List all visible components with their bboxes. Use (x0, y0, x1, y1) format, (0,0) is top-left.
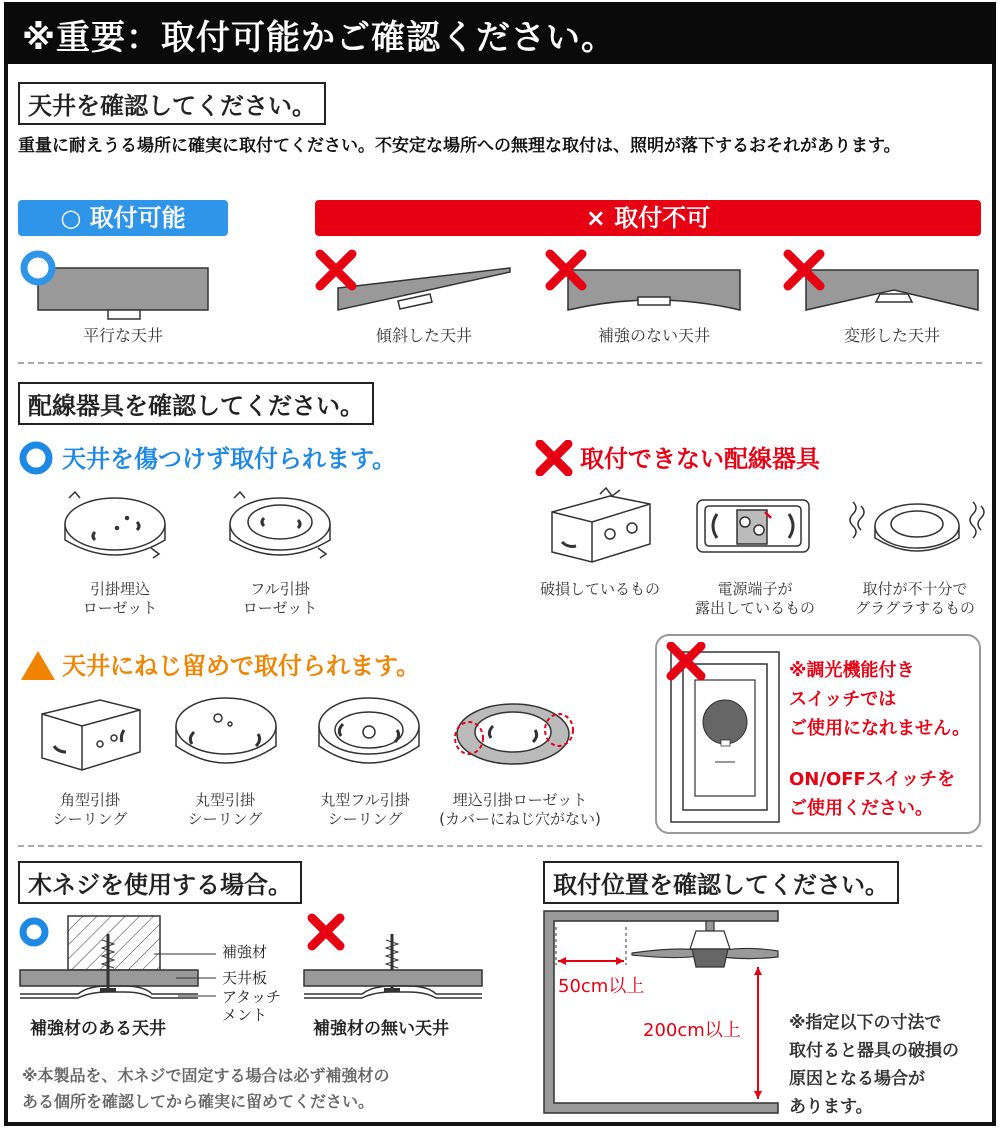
fixture-label: 取付が不十分で グラグラするもの (854, 580, 975, 617)
with-reinforcement-label: 補強材のある天井 (30, 1019, 166, 1039)
position-heading: 取付位置を確認してください。 (543, 861, 899, 904)
unreinforced-ceiling-illustration (550, 254, 740, 310)
fixture-label: 丸型引掛 シーリング (187, 791, 263, 828)
deformed-ceiling-illustration (788, 254, 978, 310)
dimmer-knob-icon (703, 700, 747, 744)
screw-fixture-illustrations (30, 690, 590, 790)
horizontal-clearance-label: 50cm以上 (558, 976, 645, 997)
recessed-rosette-no-screw-icon (455, 704, 573, 764)
wood-screw-heading: 木ネジを使用する場合。 (18, 861, 302, 904)
ok-circle-icon (18, 440, 54, 476)
ok-circle-icon (23, 921, 45, 943)
position-note: ※指定以下の寸法で 取付ると器具の破損の 原因となる場合が あります。 (789, 1013, 959, 1117)
ng-cross-icon (312, 918, 340, 946)
part-label: アタッチ メント (222, 988, 281, 1024)
without-reinforcement-label: 補強材の無い天井 (313, 1019, 449, 1039)
ok-circle-icon (24, 254, 52, 282)
slanted-ceiling-illustration (320, 254, 510, 310)
ng-fixture-illustrations (540, 482, 990, 577)
fixture-label: 破損しているもの (539, 580, 660, 598)
square-ceiling-icon (42, 700, 140, 770)
divider (18, 362, 982, 364)
ng-cross-icon (535, 440, 575, 476)
ceiling-type-label: 傾斜した天井 (375, 326, 472, 345)
position-diagram (540, 905, 790, 1120)
fixture-label: 引掛埋込 ローゼット (82, 580, 158, 617)
dimmer-warning-text: ※調光機能付き スイッチでは ご使用になれません。 (789, 660, 971, 739)
full-hook-rosette-icon (230, 492, 330, 558)
recessed-rosette-icon (65, 492, 165, 558)
part-label: 補強材 (222, 943, 268, 961)
ng-label: × 取付不可 (315, 200, 981, 236)
ceiling-type-label: 変形した天井 (843, 326, 940, 345)
part-label: 天井板 (222, 969, 268, 987)
ok-label: ○ 取付可能 (18, 200, 228, 236)
fixture-label: 埋込引掛ローゼット (カバーにねじ穴がない) (439, 791, 601, 828)
fixture-label: 角型引掛 シーリング (52, 791, 128, 828)
ceiling-description: 重量に耐えうる場所に確実に取付てください。不安定な場所への無理な取付は、照明が落下するおそれがあります。 (18, 136, 901, 156)
exposed-terminal-icon (697, 500, 809, 552)
vertical-clearance-label: 200cm以上 (643, 1020, 741, 1041)
wiring-heading: 配線器具を確認してください。 (18, 382, 374, 425)
title-bar (4, 2, 996, 64)
flat-ceiling-illustration (24, 254, 208, 319)
ng-cross-icon (320, 254, 352, 286)
ceiling-illustrations (0, 240, 1000, 325)
round-full-hook-ceiling-icon (319, 698, 419, 763)
wiring-ok-title: 天井を傷つけず取付られます。 (62, 445, 397, 473)
page-title: ※重要：取付可能かご確認ください。 (22, 18, 617, 58)
onoff-switch-text: ON/OFFスイッチを ご使用ください。 (789, 769, 956, 819)
dimmer-switch-illustration (665, 642, 785, 828)
screw-mount-title: 天井にねじ留めで取付られます。 (62, 652, 421, 680)
ceiling-type-label: 補強のない天井 (597, 326, 710, 345)
room-wall (544, 911, 778, 1113)
warning-triangle-icon (18, 647, 58, 683)
fixture-label: 電源端子が 露出しているもの (694, 580, 815, 617)
ceiling-type-label: 平行な天井 (82, 326, 163, 345)
reinforcement-block (68, 916, 160, 970)
loose-fixture-icon (850, 502, 984, 551)
fixture-label: 丸型フル引掛 シーリング (320, 791, 410, 828)
ceiling-fan-icon (632, 921, 778, 967)
wiring-ng-title: 取付できない配線器具 (580, 445, 820, 473)
broken-fixture-icon (552, 488, 650, 562)
divider (18, 845, 982, 847)
round-ceiling-icon (176, 698, 276, 763)
wood-screw-note: ※本製品を、木ネジで固定する場合は必ず補強材の ある個所を確認してから確実に留めてください。 (22, 1066, 390, 1111)
fixture-label: フル引掛 ローゼット (242, 580, 318, 617)
ceiling-heading: 天井を確認してください。 (18, 82, 326, 125)
ok-fixture-illustrations (55, 482, 355, 582)
